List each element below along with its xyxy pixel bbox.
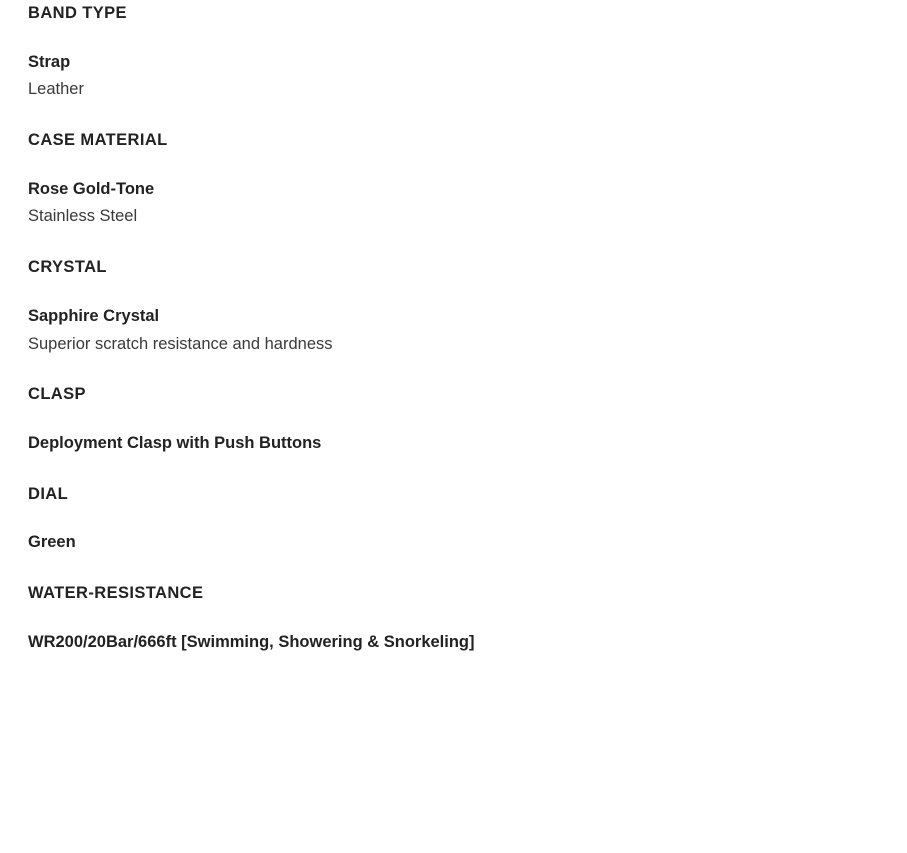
spec-group-clasp	[28, 385, 879, 453]
spec-value: Sapphire Crystal	[28, 306, 160, 325]
spec-label: CASE MATERIAL	[28, 131, 168, 150]
spec-label: CLASP	[28, 385, 86, 404]
spec-value: WR200/20Bar/666ft [Swimming, Showering & Snorkeling]	[28, 632, 475, 651]
spec-detail: Stainless Steel	[28, 207, 138, 226]
spec-label: BAND TYPE	[28, 4, 127, 22]
spec-group-dial	[28, 485, 879, 553]
spec-detail: Superior scratch resistance and hardness	[28, 334, 333, 353]
spec-value: Green	[28, 533, 76, 552]
spec-value: Strap	[28, 52, 71, 71]
spec-value: Rose Gold-Tone	[28, 179, 155, 198]
spec-label: WATER-RESISTANCE	[28, 583, 204, 602]
spec-value: Deployment Clasp with Push Buttons	[28, 433, 322, 452]
spec-group-crystal	[28, 258, 879, 354]
spec-group-case-material	[28, 131, 879, 227]
spec-group-band-type	[28, 0, 879, 100]
spec-detail: Leather	[28, 80, 84, 99]
spec-group-water-resistance	[28, 584, 879, 652]
spec-label: CRYSTAL	[28, 258, 107, 277]
spec-label: DIAL	[28, 484, 69, 503]
